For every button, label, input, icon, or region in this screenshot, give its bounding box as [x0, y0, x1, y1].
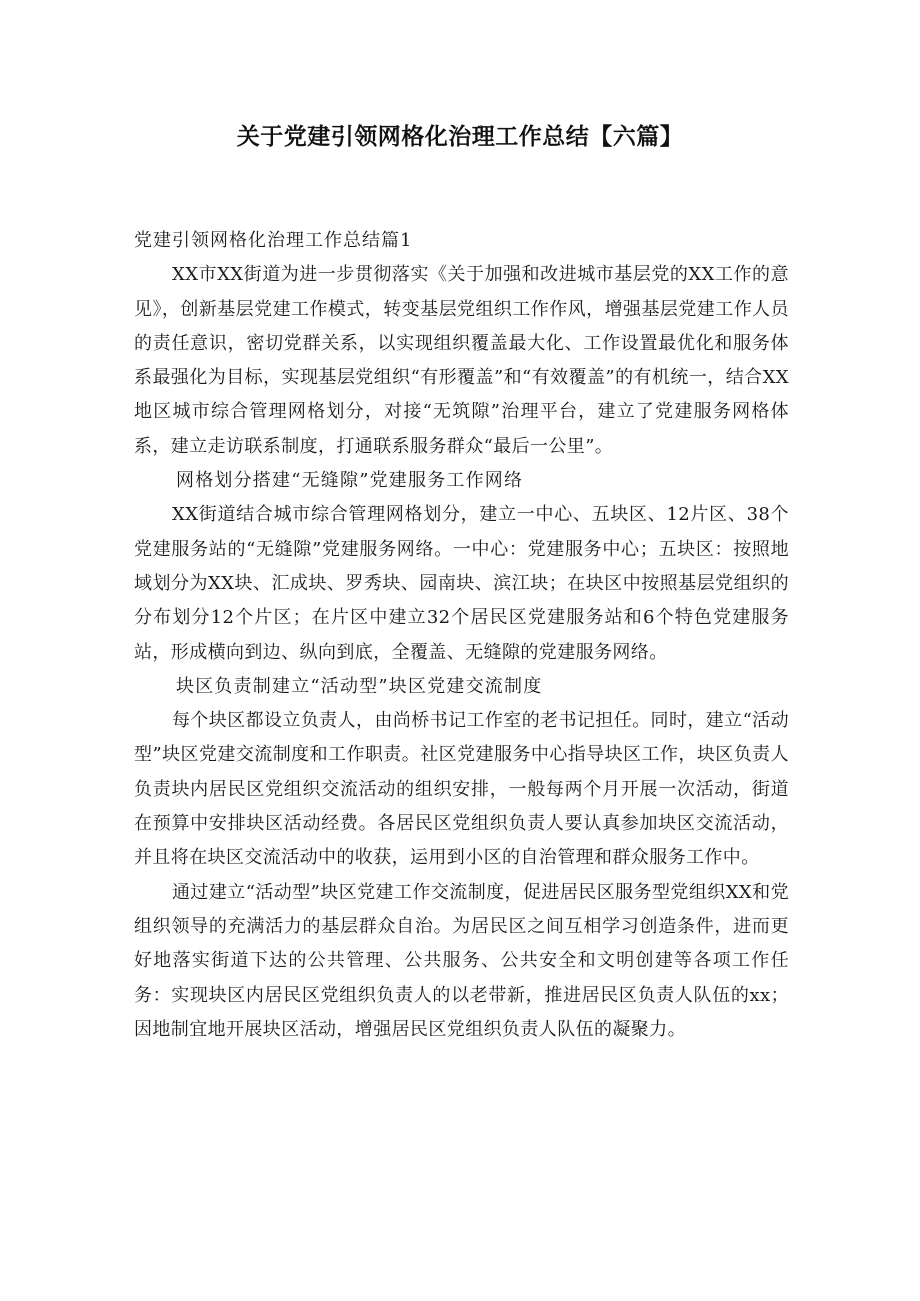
paragraph: XX市XX街道为进一步贯彻落实《关于加强和改进城市基层党的XX工作的意见》，创新基层党建工作模式，转变基层党组织工作作风，增强基层党建工作人员的责任意识，密切党群关系，以实现组织覆盖最大化、工作设置最优化和服务体系最强化为目标，实现基层党组织“有形覆盖”和“有效覆盖”的有机统一，结合XX地区城市综合管理网格划分，对接“无筑隙”治理平台，建立了党建服务网格体系，建立走访联系制度，打通联系服务群众“最后一公里”。 — [134, 264, 789, 457]
section-title: 党建引领网格化治理工作总结篇1 — [134, 230, 413, 251]
paragraph: 每个块区都设立负责人，由尚桥书记工作室的老书记担任。同时，建立“活动型”块区党建交流制度和工作职责。社区党建服务中心指导块区工作，块区负责人负责块内居民区党组织交流活动的组织安排，一般每两个月开展一次活动，街道在预算中安排块区活动经费。各居民区党组织负责人要认真参加块区交流活动，并且将在块区交流活动中的收获，运用到小区的自治管理和群众服务工作中。 — [134, 710, 789, 869]
subheading: 网格划分搭建“无缝隙”党建服务工作网络 — [176, 470, 524, 492]
paragraph: XX街道结合城市综合管理网格划分，建立一中心、五块区、12片区、38个党建服务站的“无缝隙”党建服务网络。一中心：党建服务中心；五块区：按照地域划分为XX块、汇成块、罗秀块、园南块、滨江块；在块区中按照基层党组织的分布划分12个片区；在片区中建立32个居民区党建服务站和6个特色党建服务站，形成横向到边、纵向到底，全覆盖、无缝隙的党建服务网络。 — [134, 504, 789, 663]
document-title: 关于党建引领网格化治理工作总结【六篇】 — [236, 124, 684, 150]
subheading: 块区负责制建立“活动型”块区党建交流制度 — [176, 675, 543, 697]
paragraph: 通过建立“活动型”块区党建工作交流制度，促进居民区服务型党组织XX和党组织领导的充满活力的基层群众自治。为居民区之间互相学习创造条件，进而更好地落实街道下达的公共管理、公共服务、公共安全和文明创建等各项工作任务：实现块区内居民区党组织负责人的以老带新，推进居民区负责人队伍的xx；因地制宜地开展块区活动，增强居民区党组织负责人队伍的凝聚力。 — [134, 881, 789, 1040]
document-body — [134, 224, 789, 1047]
